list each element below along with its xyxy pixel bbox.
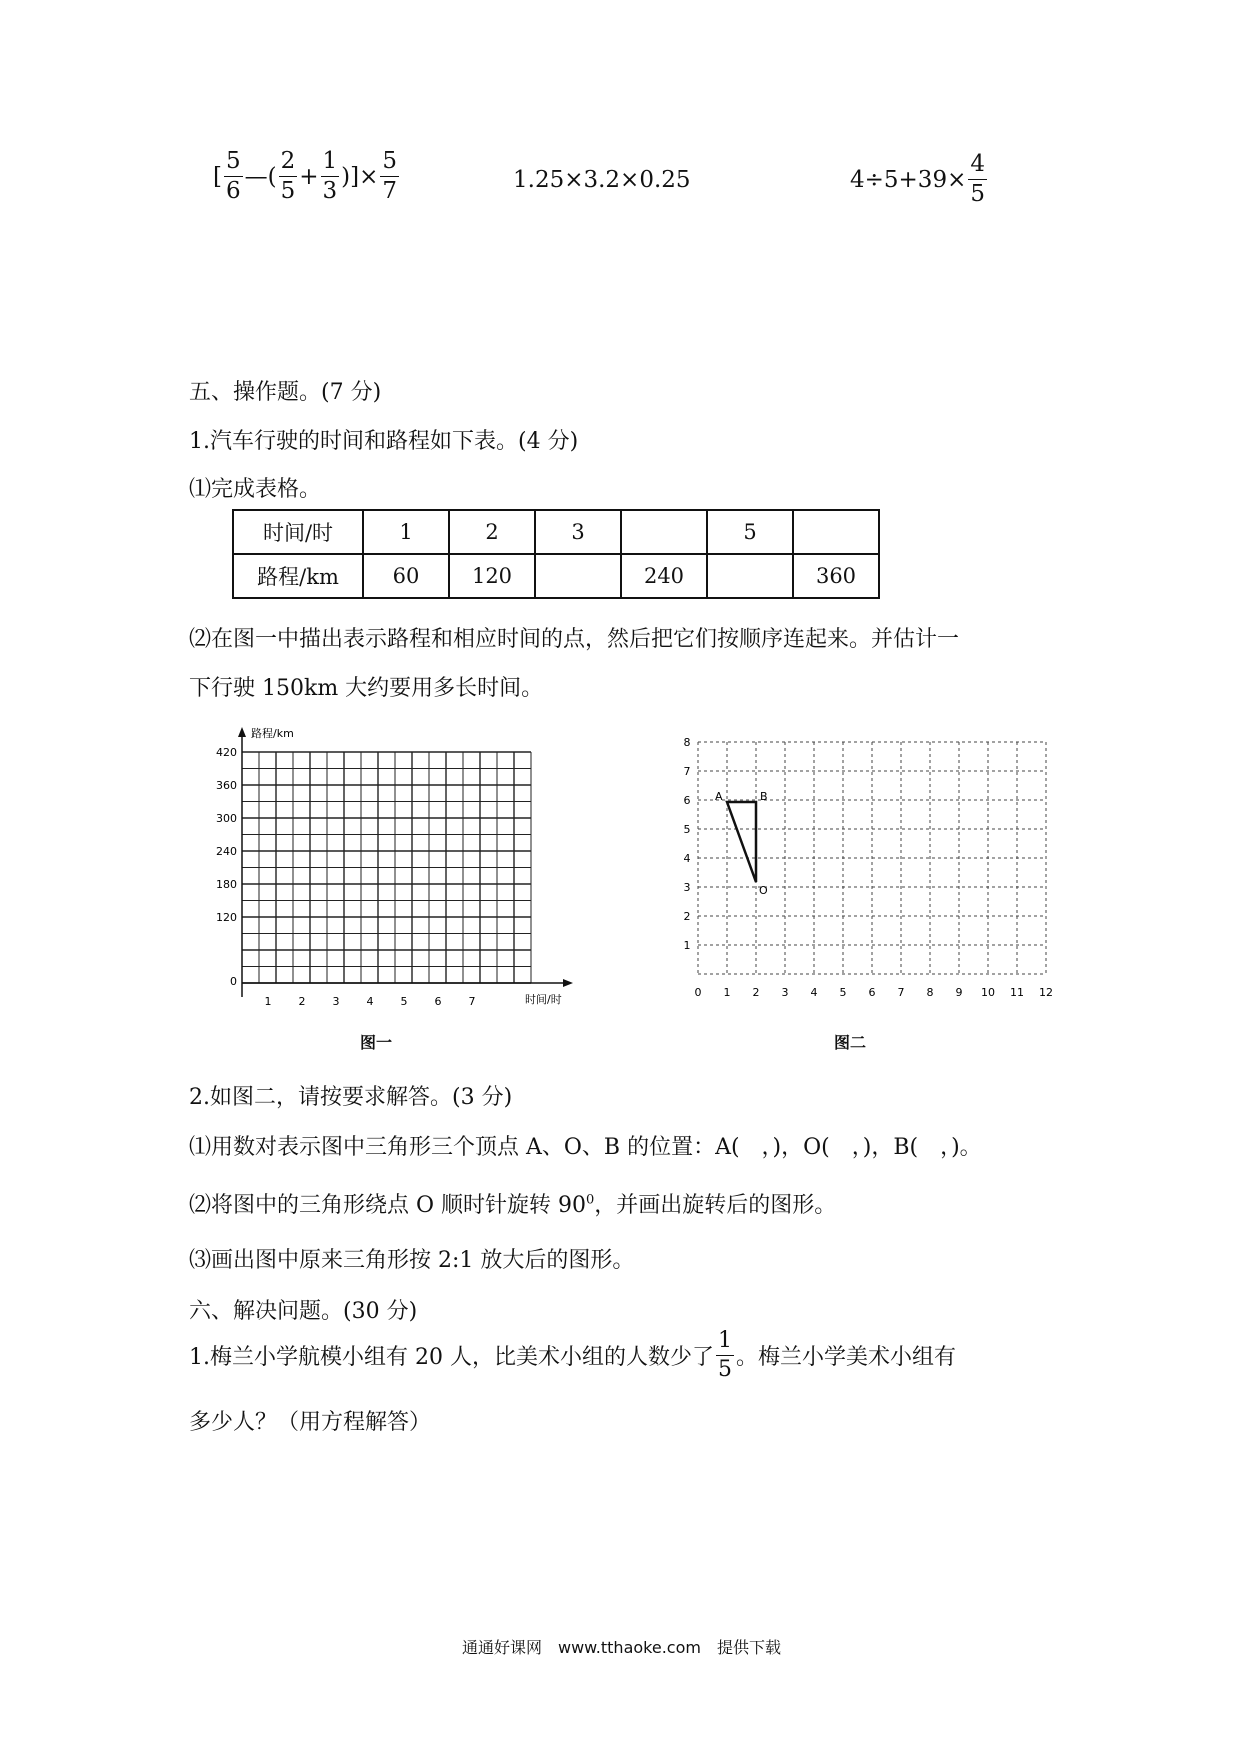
footer-credit: 通通好课网 www.tthaoke.com 提供下载 — [462, 1638, 781, 1657]
y-tick-label: 0 — [230, 975, 237, 988]
y-tick-label: 120 — [216, 911, 237, 924]
operator: )]× — [341, 163, 379, 190]
x-tick-label: 7 — [468, 995, 476, 1008]
y-tick-label: 1 — [683, 939, 691, 952]
expression-1 — [213, 150, 401, 203]
figure-1-grid — [215, 722, 590, 1022]
figure-2-grid — [675, 728, 1055, 1008]
expression-3: 4÷5+39× $\frac{4}{5}$ — [850, 151, 985, 207]
section-5-title: 五、操作题。(7 分) — [189, 380, 382, 405]
figure-1-caption: 图一 — [360, 1033, 393, 1052]
x-tick-label: 10 — [981, 986, 995, 999]
section-6-question-1: 1.梅兰小学航模小组有 20 人，比美术小组的人数少了 $\frac{1}{5}$ 。梅兰小学美术小组有 — [189, 1328, 956, 1382]
x-tick-label: 2 — [298, 995, 306, 1008]
question-1-part-2-line-1: ⑵在图一中描出表示路程和相应时间的点，然后把它们按顺序连起来。并估计一 — [189, 627, 960, 652]
fraction: $\frac{4}{5}$ — [970, 151, 985, 207]
time-distance-table — [232, 509, 880, 599]
x-tick-label: 0 — [694, 986, 702, 999]
question-2-part-3: ⑶画出图中原来三角形按 2:1 放大后的图形。 — [189, 1248, 635, 1273]
operator: + — [299, 163, 319, 190]
y-tick-label: 6 — [683, 794, 691, 807]
y-tick-label: 7 — [683, 765, 691, 778]
x-tick-label: 6 — [868, 986, 876, 999]
x-tick-label: 6 — [434, 995, 442, 1008]
question-1-part-1: ⑴完成表格。 — [189, 477, 322, 502]
y-tick-label: 4 — [683, 852, 691, 865]
x-tick-label: 9 — [955, 986, 963, 999]
x-axis-label: 时间/时 — [525, 993, 562, 1006]
triangle-AOB — [727, 802, 756, 882]
x-tick-label: 3 — [781, 986, 789, 999]
table-row: 时间/时 1 2 3 5 — [233, 510, 879, 554]
table-row: 路程/km 60 120 240 360 — [233, 554, 879, 598]
y-tick-label: 180 — [216, 878, 237, 891]
point-O-label: O — [759, 884, 768, 897]
fraction: $\frac{2}{5}$ — [280, 148, 296, 204]
question-1-title: 1.汽车行驶的时间和路程如下表。(4 分) — [189, 429, 579, 454]
fraction: $\frac{5}{6}$ — [225, 148, 241, 204]
y-tick-label: 360 — [216, 779, 237, 792]
x-tick-label: 8 — [926, 986, 934, 999]
x-tick-label: 3 — [332, 995, 340, 1008]
question-2-part-2: ⑵将图中的三角形绕点 O 顺时针旋转 $90^0$，并画出旋转后的图形。 — [189, 1192, 837, 1218]
question-2-title: 2.如图二，请按要求解答。(3 分) — [189, 1085, 513, 1110]
fraction: $\frac{1}{5}$ — [717, 1328, 732, 1382]
y-tick-label: 240 — [216, 845, 237, 858]
y-tick-label: 3 — [683, 881, 691, 894]
bracket: [ — [213, 163, 222, 190]
question-2-part-1: ⑴用数对表示图中三角形三个顶点 A、O、B 的位置：A( ，)，O( ，)，B( ，)。 — [189, 1135, 982, 1160]
y-tick-label: 300 — [216, 812, 237, 825]
point-A-label: A — [715, 790, 723, 803]
x-tick-label: 11 — [1010, 986, 1024, 999]
x-tick-label: 1 — [723, 986, 731, 999]
x-tick-label: 2 — [752, 986, 760, 999]
x-tick-label: 4 — [810, 986, 818, 999]
fraction: $\frac{5}{7}$ — [382, 148, 398, 204]
y-tick-label: 5 — [683, 823, 691, 836]
x-tick-label: 7 — [897, 986, 905, 999]
x-tick-label: 5 — [400, 995, 408, 1008]
y-tick-label: 2 — [683, 910, 691, 923]
y-axis-label: 路程/km — [251, 727, 294, 740]
section-6-question-1-line-2: 多少人？（用方程解答） — [189, 1410, 432, 1435]
y-tick-label: 420 — [216, 746, 237, 759]
figure-2-caption: 图二 — [834, 1033, 867, 1052]
x-axis-arrow — [563, 979, 573, 987]
point-B-label: B — [760, 790, 768, 803]
x-tick-label: 4 — [366, 995, 374, 1008]
expression-2: 1.25×3.2×0.25 — [513, 167, 691, 193]
x-tick-label: 1 — [264, 995, 272, 1008]
x-tick-label: 5 — [839, 986, 847, 999]
question-1-part-2-line-2: 下行驶 150km 大约要用多长时间。 — [189, 676, 544, 701]
fraction: $\frac{1}{3}$ — [322, 148, 338, 204]
section-6-title: 六、解决问题。(30 分) — [189, 1299, 418, 1324]
x-tick-label: 12 — [1039, 986, 1053, 999]
y-tick-label: 8 — [683, 736, 691, 749]
y-axis-arrow — [238, 727, 246, 737]
operator: —( — [244, 163, 277, 190]
